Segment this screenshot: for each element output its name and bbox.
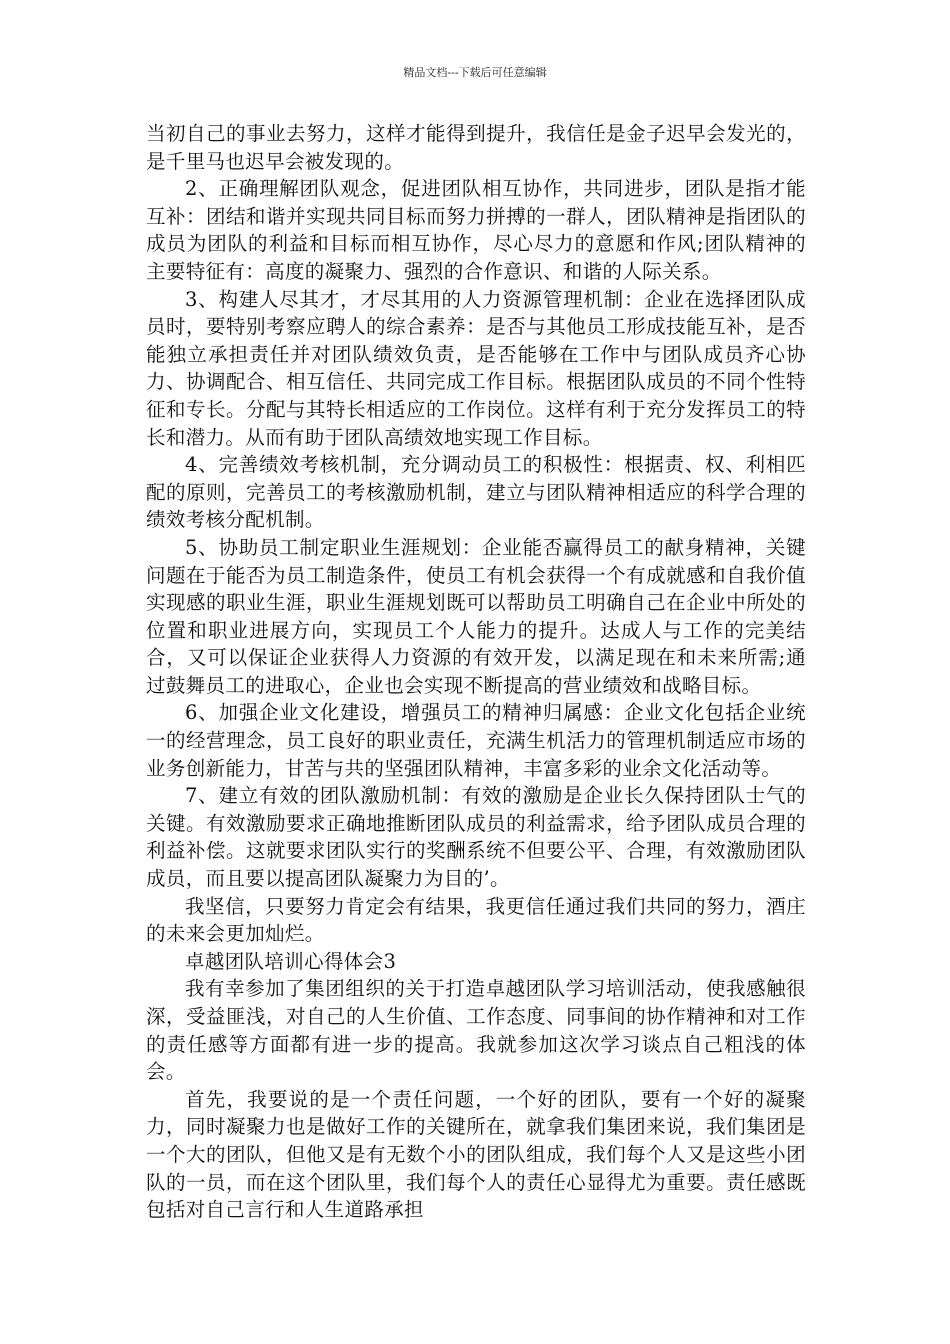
section-title: 卓越团队培训心得体会3: [185, 949, 397, 973]
paragraph-closing: 我坚信，只要努力肯定会有结果，我更信任通过我们共同的努力，酒庄的未来会更加灿烂。: [146, 894, 806, 946]
paragraph-item-3: 3、构建人尽其才，才尽其用的人力资源管理机制：企业在选择团队成员时，要特别考察应聘人的综合素养：是否与其他员工形成技能互补，是否能独立承担责任并对团队绩效负责，是否能够在工作中与团队成员齐心协力、协调配合、相互信任、共同完成工作目标。根据团队成员的不同个性特征和专长。分配与其特长相适应的工作岗位。这样有利于充分发挥员工的特长和潜力。从而有助于团队高绩效地实现工作目标。: [146, 287, 806, 449]
paragraph-item-7: 7、建立有效的团队激励机制：有效的激励是企业长久保持团队士气的关键。有效激励要求正确地推断团队成员的利益需求，给予团队成员合理的利益补偿。这就要求团队实行的奖酬系统不但要公平、合理，有效激励团队成员，而且要以提高团队凝聚力为目的’。: [146, 784, 806, 891]
paragraph-item-2: 2、正确理解团队观念，促进团队相互协作，共同进步，团队是指才能互补：团结和谐并实现共同目标而努力拼搏的一群人，团队精神是指团队的成员为团队的利益和目标而相互协作，尽心尽力的意愿和作风;团队精神的主要特征有：高度的凝聚力、强烈的合作意识、和谐的人际关系。: [146, 177, 806, 283]
document-body: [146, 120, 806, 1224]
paragraph-intro: 我有幸参加了集团组织的关于打造卓越团队学习培训活动，使我感触很深，受益匪浅，对自己的人生价值、工作态度、同事间的协作精神和对工作的责任感等方面都有进一步的提高。我就参加这次学习谈点自己粗浅的体会。: [146, 977, 806, 1084]
paragraph-item-5: 5、协助员工制定职业生涯规划：企业能否赢得员工的献身精神，关键问题在于能否为员工制造条件，使员工有机会获得一个有成就感和自我价值实现感的职业生涯，职业生涯规划既可以帮助员工明确自己在企业中所处的位置和职业进展方向，实现员工个人能力的提升。达成人与工作的完美结合，又可以保证企业获得人力资源的有效开发，以满足现在和未来所需;通过鼓舞员工的进取心，企业也会实现不断提高的营业绩效和战略目标。: [146, 535, 806, 697]
paragraph-item-4: 4、完善绩效考核机制，充分调动员工的积极性：根据责、权、利相匹配的原则，完善员工的考核激励机制，建立与团队精神相适应的科学合理的绩效考核分配机制。: [146, 453, 806, 532]
paragraph-item-6: 6、加强企业文化建设，增强员工的精神归属感：企业文化包括企业统一的经营理念，员工良好的职业责任，充满生机活力的管理机制适应市场的业务创新能力，甘苦与共的坚强团队精神，丰富多彩的业余文化活动等。: [146, 701, 806, 780]
paragraph-first-point: 首先，我要说的是一个责任问题，一个好的团队，要有一个好的凝聚力，同时凝聚力也是做好工作的关键所在，就拿我们集团来说，我们集团是一个大的团队，但他又是有无数个小的团队组成，我们每个人又是这些小团队的一员，而在这个团队里，我们每个人的责任心显得尤为重要。责任感既包括对自己言行和人生道路承担: [146, 1087, 806, 1222]
page-header: 精品文档---下载后可任意编辑: [403, 66, 547, 79]
paragraph-continuation: 当初自己的事业去努力，这样才能得到提升，我信任是金子迟早会发光的，是千里马也迟早会被发现的。: [146, 122, 806, 173]
